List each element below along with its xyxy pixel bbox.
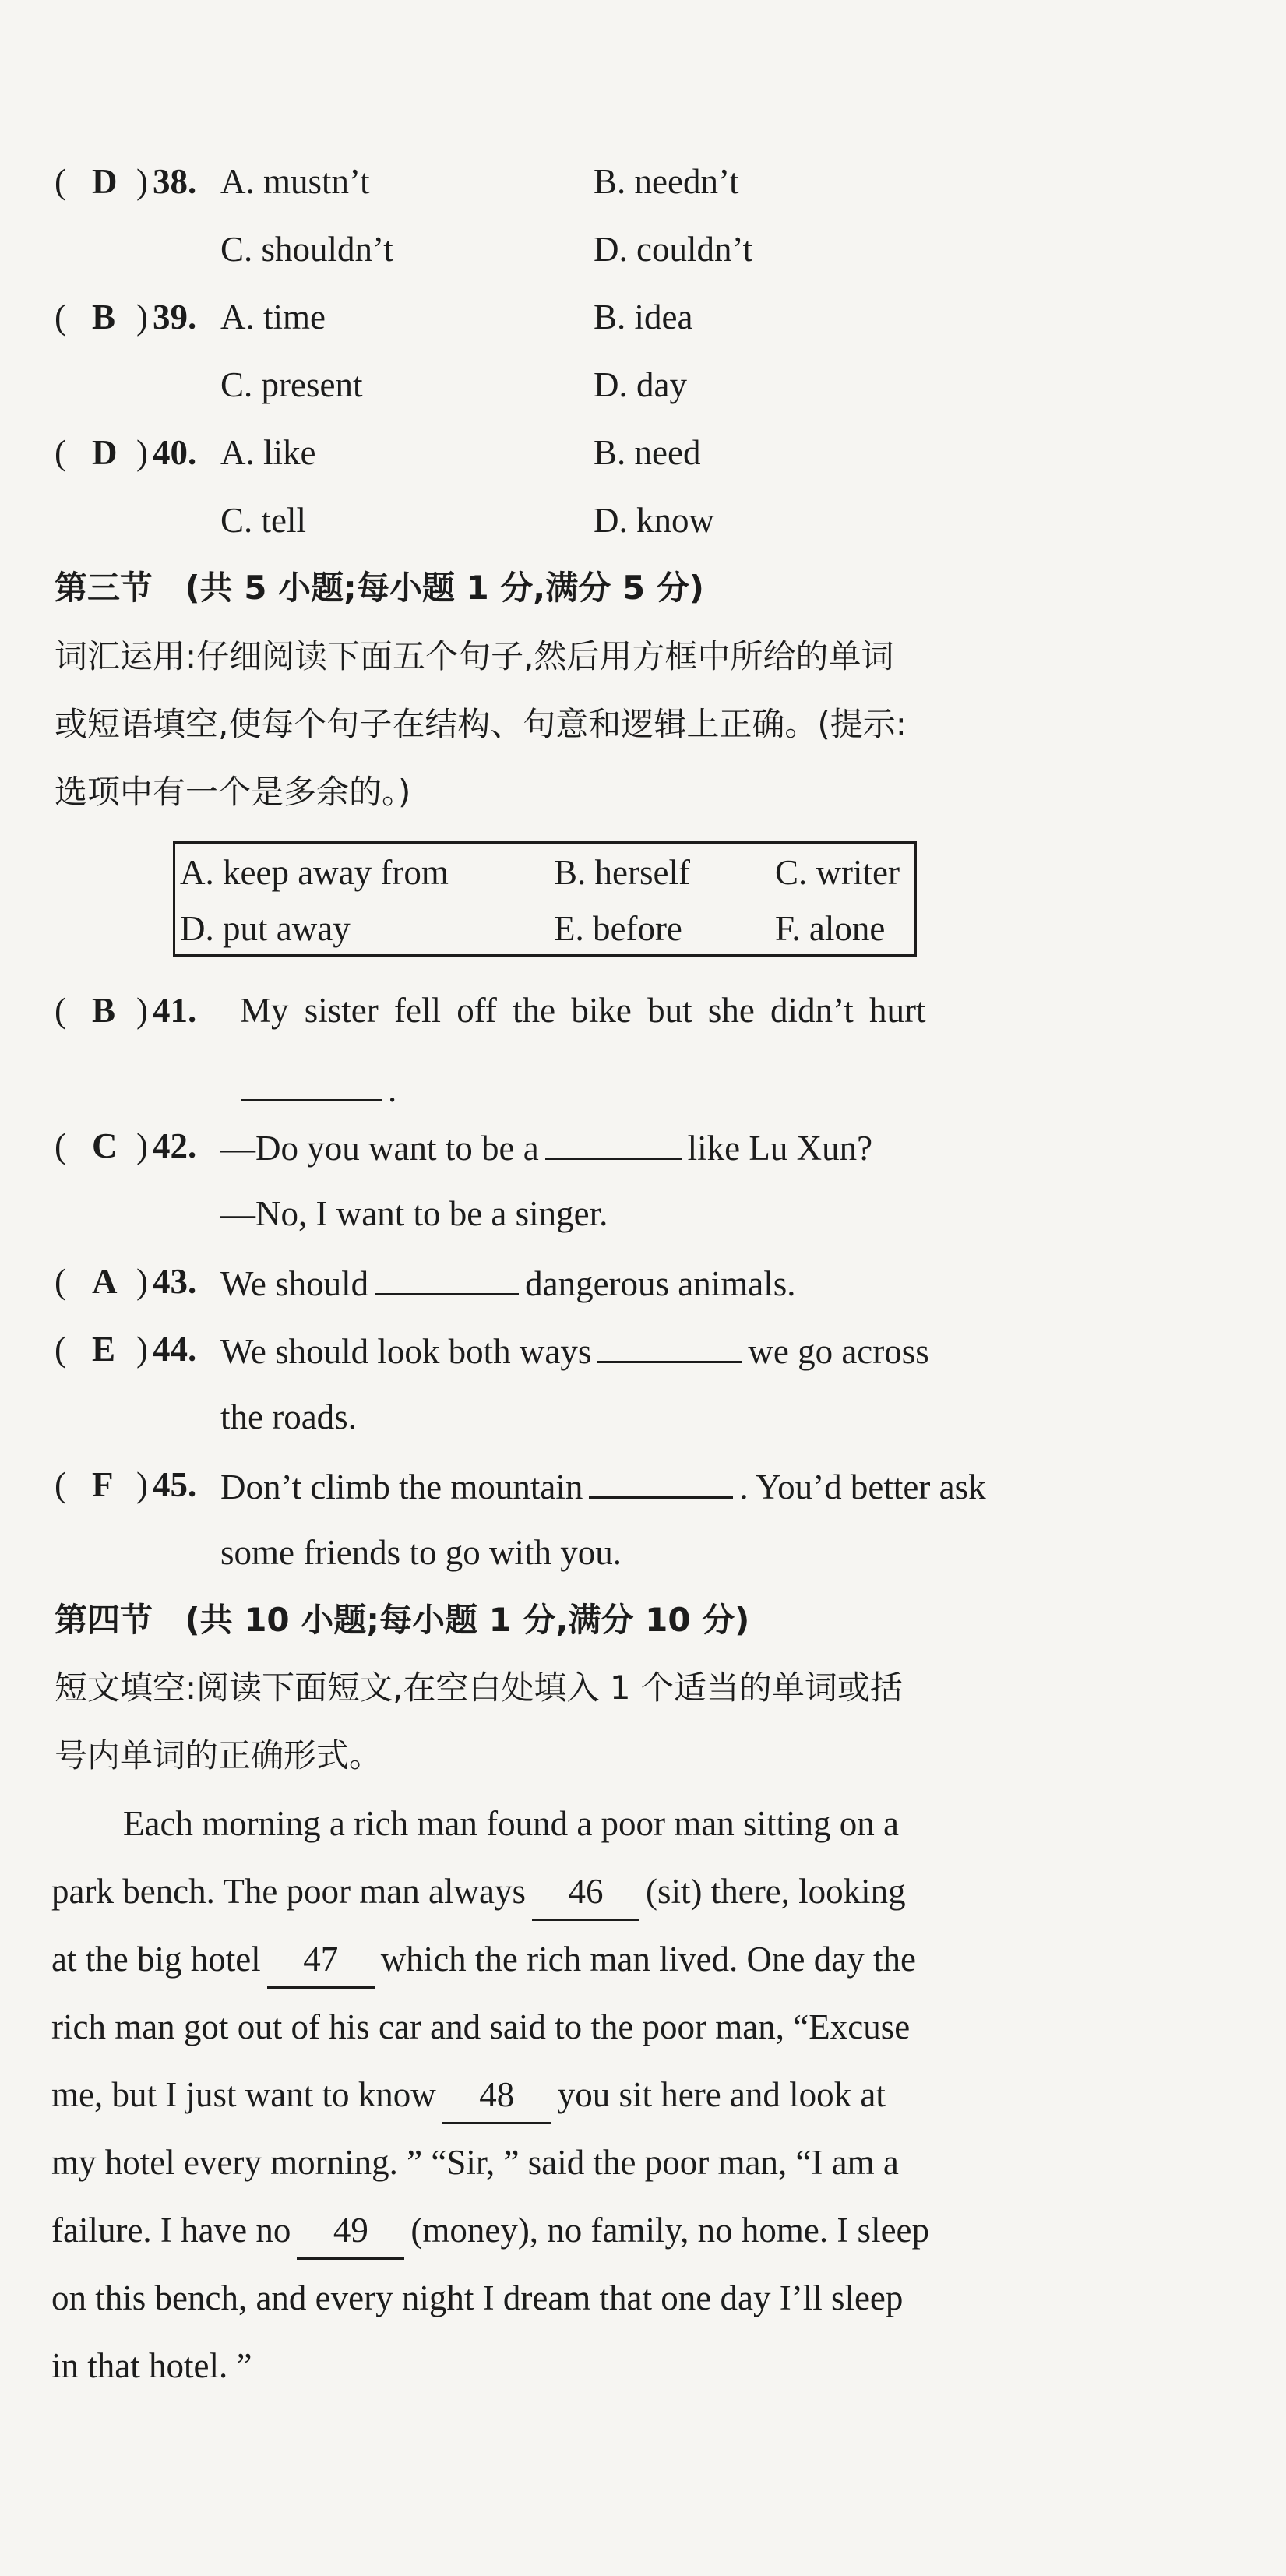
section3-header	[55, 561, 704, 615]
question-number-40: 40.	[153, 433, 197, 472]
paren-open: (	[55, 1465, 66, 1504]
paren-open: (	[55, 298, 66, 337]
passage-text: failure. I have no	[51, 2211, 291, 2250]
paren-open: (	[55, 1126, 66, 1165]
question-38-options-cd	[0, 222, 1286, 277]
answer-45: F	[92, 1465, 114, 1504]
question-number-41: 41.	[153, 991, 197, 1030]
option-d: D. know	[594, 501, 714, 540]
question-42-reply: —No, I want to be a singer.	[220, 1194, 608, 1233]
word-option-e: E. before	[554, 909, 682, 948]
question-43-post: dangerous animals.	[525, 1264, 796, 1303]
question-41-line-2	[0, 1060, 1286, 1115]
question-number-44: 44.	[153, 1330, 197, 1369]
option-a: A. mustn’t	[220, 162, 370, 201]
question-44-pre: We should look both ways	[220, 1332, 592, 1371]
option-b: B. need	[594, 433, 701, 472]
option-d: D. day	[594, 365, 687, 404]
question-41	[0, 983, 1286, 1038]
paren-close: )	[136, 1465, 148, 1504]
question-43	[0, 1254, 1286, 1309]
question-40-options-cd	[0, 493, 1286, 548]
question-45-pre: Don’t climb the mountain	[220, 1468, 583, 1506]
word-bank-box	[173, 841, 917, 957]
section4-heading: 第四节	[55, 1601, 153, 1639]
word-option-b: B. herself	[554, 853, 690, 892]
passage-line-4: rich man got out of his car and said to the poor man, “Excuse	[51, 2007, 911, 2046]
word-option-c: C. writer	[775, 853, 900, 892]
paren-open: (	[55, 433, 66, 472]
passage-text: which the rich man lived. One day the	[380, 1940, 916, 1979]
blank-46[interactable]: 46	[532, 1864, 639, 1921]
question-38	[0, 154, 1286, 209]
answer-41: B	[92, 991, 116, 1030]
section4-header	[55, 1593, 749, 1647]
question-41-text: My sister fell off the bike but she didn’t hurt	[240, 991, 926, 1030]
option-b: B. idea	[594, 298, 693, 337]
option-a: A. like	[220, 433, 316, 472]
word-option-a: A. keep away from	[180, 853, 449, 892]
question-45-continuation: some friends to go with you.	[220, 1533, 622, 1572]
answer-blank[interactable]	[589, 1457, 733, 1499]
option-c: C. shouldn’t	[220, 230, 393, 269]
passage-line-7	[51, 2203, 929, 2260]
question-39	[0, 290, 1286, 344]
word-option-f: F. alone	[775, 909, 886, 948]
question-42	[0, 1119, 1286, 1173]
answer-43: A	[92, 1262, 118, 1301]
section4-instructions-line-2: 号内单词的正确形式。	[55, 1736, 382, 1774]
passage-text: you sit here and look at	[557, 2075, 886, 2114]
question-41-end: .	[388, 1070, 397, 1109]
section4-instructions-line-1: 短文填空:阅读下面短文,在空白处填入 1 个适当的单词或括	[55, 1669, 903, 1707]
paren-open: (	[55, 162, 66, 201]
paren-close: )	[136, 1262, 148, 1301]
passage-text: me, but I just want to know	[51, 2075, 436, 2114]
answer-blank[interactable]	[375, 1254, 519, 1295]
section3-instructions-line-2: 或短语填空,使每个句子在结构、句意和逻辑上正确。(提示:	[55, 705, 907, 743]
option-d: D. couldn’t	[594, 230, 753, 269]
answer-40: D	[92, 433, 118, 472]
passage-line-5	[51, 2067, 886, 2124]
answer-blank[interactable]	[545, 1119, 682, 1160]
paren-close: )	[136, 433, 148, 472]
answer-44: E	[92, 1330, 116, 1369]
section3-instructions-line-3: 选项中有一个是多余的。)	[55, 773, 411, 811]
answer-39: B	[92, 298, 116, 337]
paren-close: )	[136, 1330, 148, 1369]
answer-blank[interactable]	[597, 1322, 742, 1363]
passage-text: (money), no family, no home. I sleep	[410, 2211, 930, 2250]
section4-scoring: (共 10 小题;每小题 1 分,满分 10 分)	[185, 1601, 750, 1639]
option-b: B. needn’t	[594, 162, 739, 201]
question-44-post: we go across	[748, 1332, 929, 1371]
paren-close: )	[136, 1126, 148, 1165]
passage-text: park bench. The poor man always	[51, 1872, 526, 1911]
question-40	[0, 425, 1286, 480]
option-c: C. present	[220, 365, 363, 404]
question-number-38: 38.	[153, 162, 197, 201]
question-number-42: 42.	[153, 1126, 197, 1165]
passage-line-9: in that hotel. ”	[51, 2346, 252, 2385]
answer-blank[interactable]	[241, 1060, 382, 1101]
question-39-options-cd	[0, 358, 1286, 412]
passage-text: at the big hotel	[51, 1940, 261, 1979]
question-42-pre: —Do you want to be a	[220, 1129, 539, 1168]
passage-line-1: Each morning a rich man found a poor man sitting on a	[123, 1804, 899, 1843]
question-number-45: 45.	[153, 1465, 197, 1504]
question-45-post: . You’d better ask	[739, 1468, 986, 1506]
question-42-line-2	[0, 1186, 1286, 1241]
answer-38: D	[92, 162, 118, 201]
question-44-line-2	[0, 1390, 1286, 1444]
option-a: A. time	[220, 298, 326, 337]
passage-line-6: my hotel every morning. ” “Sir, ” said the poor man, “I am a	[51, 2143, 899, 2182]
question-number-39: 39.	[153, 298, 197, 337]
section3-scoring: (共 5 小题;每小题 1 分,满分 5 分)	[185, 569, 704, 607]
question-44	[0, 1322, 1286, 1376]
question-number-43: 43.	[153, 1262, 197, 1301]
paren-open: (	[55, 1330, 66, 1369]
question-44-continuation: the roads.	[220, 1397, 357, 1436]
question-43-pre: We should	[220, 1264, 369, 1303]
paren-open: (	[55, 1262, 66, 1301]
answer-42: C	[92, 1126, 118, 1165]
blank-47[interactable]: 47	[267, 1932, 375, 1989]
passage-line-3	[51, 1932, 916, 1989]
paren-close: )	[136, 991, 148, 1030]
paren-open: (	[55, 991, 66, 1030]
blank-49[interactable]: 49	[297, 2203, 404, 2260]
option-c: C. tell	[220, 501, 306, 540]
question-45-line-2	[0, 1525, 1286, 1580]
section3-instructions-line-1: 词汇运用:仔细阅读下面五个句子,然后用方框中所给的单词	[55, 637, 894, 675]
word-option-d: D. put away	[180, 909, 351, 948]
paren-close: )	[136, 298, 148, 337]
passage-line-8: on this bench, and every night I dream that one day I’ll sleep	[51, 2278, 904, 2317]
paren-close: )	[136, 162, 148, 201]
section3-heading: 第三节	[55, 569, 153, 607]
passage-line-2	[51, 1864, 906, 1921]
blank-48[interactable]: 48	[442, 2067, 551, 2124]
passage-text: (sit) there, looking	[645, 1872, 906, 1911]
question-45	[0, 1457, 1286, 1512]
question-42-post: like Lu Xun?	[687, 1129, 873, 1168]
